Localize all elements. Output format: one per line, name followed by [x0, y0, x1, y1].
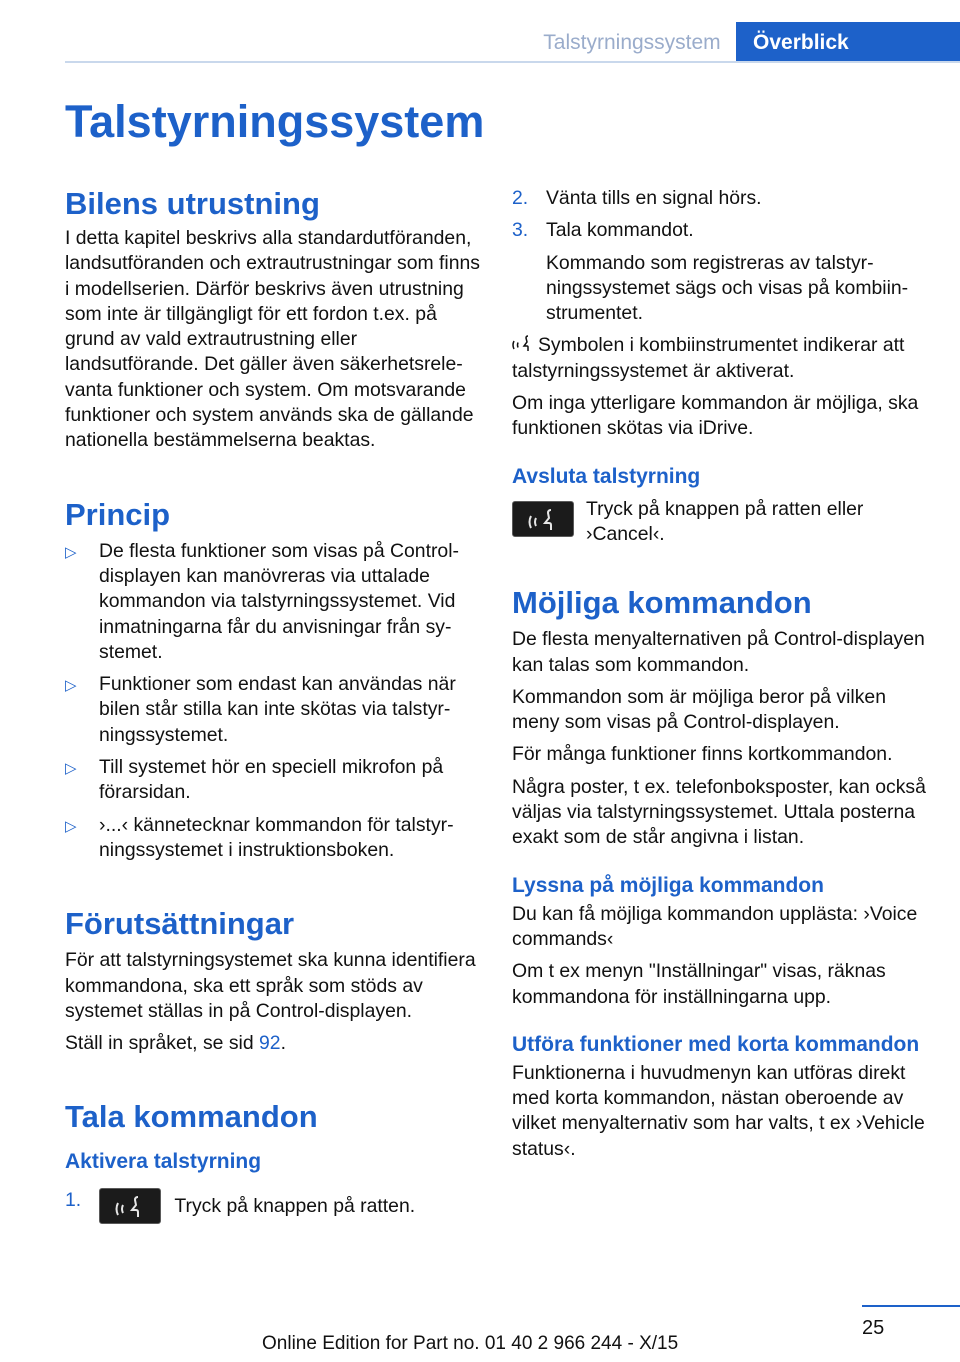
list-item: ▷ Funktioner som endast kan användas när bilen står stilla kan inte skötas via talstyrningssystemet.	[65, 673, 456, 746]
short-commands-heading: Utföra funktioner med korta kommandon	[512, 1032, 920, 1056]
voice-button-image	[99, 1188, 161, 1224]
list-item: ▷ ›...‹ kännetecknar kommandon för talstyrningssystemet i instruktionsboken.	[65, 813, 454, 861]
step-number: 2.	[512, 187, 529, 209]
page-number: 25	[862, 1317, 885, 1339]
equipment-heading: Bilens utrustning	[65, 186, 320, 221]
step-number: 3.	[512, 219, 529, 242]
right-column	[512, 186, 932, 1169]
activate-heading: Aktivera talstyrning	[65, 1150, 262, 1174]
header-section-title: Talstyrningssystem	[543, 31, 721, 54]
triangle-bullet-icon: ▷	[65, 543, 77, 561]
list-item: ▷ Till systemet hör en speciell mikrofon på förarsidan.	[65, 756, 444, 804]
possible-text-2: Kommandon som är möjliga beror på vilken meny som visas på Control-displayen.	[512, 685, 886, 734]
page-link[interactable]: 92	[259, 1032, 281, 1055]
short-commands-text: Funktionerna i huvudmenyn kan utföras direkt med korta kommandon, nästan oberoende av vilket menyalternativ som har valts, t ex ›Vehicle status‹.	[512, 1061, 925, 1160]
list-item: 2. Vänta tills en signal hörs.	[512, 186, 932, 211]
end-voice-text: Tryck på knappen på ratten eller ›Cancel‹.	[586, 497, 864, 545]
principle-list	[65, 539, 481, 864]
possible-text-1: De flesta menyalternativen på Control-displayen kan talas som kommandon.	[512, 628, 925, 676]
triangle-bullet-icon: ▷	[65, 817, 77, 835]
voice-symbol-icon	[512, 335, 534, 353]
header-divider	[65, 61, 960, 63]
triangle-bullet-icon: ▷	[65, 760, 77, 778]
header-tab-overview: Överblick	[736, 22, 960, 62]
end-voice-heading: Avsluta talstyrning	[512, 464, 701, 488]
page-title: Talstyrningssystem	[65, 96, 485, 147]
possible-text-3: För många funktioner finns kortkommandon.	[512, 743, 893, 766]
listen-text-2: Om t ex menyn "Inställningar" visas, räknas kommandona för inställningarna upp.	[512, 960, 886, 1008]
speak-commands-heading: Tala kommandon	[65, 1099, 318, 1135]
equipment-text: I detta kapitel beskrivs alla standardutföranden, landsutföranden och extrautrustningar som finns i modellserien. Därför beskrivs även utrustning som inte är tillgängligt för ett fordon t.ex. på grund av vald extrautrustning eller landsutförande. Det gäller även säkerhetsrelevanta funktioner och system. Om motsvarande funktioner och system används ska de gällande nationella bestämmelserna beaktas.	[65, 227, 480, 452]
prerequisites-text: För att talstyrningsystemet ska kunna identifiera kommandona, ska ett språk som stöds av systemet ställas in på Control-displayen.	[65, 949, 476, 1022]
list-item: 1. Tryck på knappen på ratten.	[65, 1188, 481, 1224]
list-item: ▷ De flesta funktioner som visas på Control-displayen kan manövreras via uttalade kommandon via talstyrningssystemet. Vid inmatningarna får du anvisningar från systemet.	[65, 539, 459, 663]
voice-button-image	[512, 501, 574, 537]
principle-heading: Princip	[65, 496, 171, 532]
activate-steps-continued	[512, 186, 932, 326]
voice-control-icon	[527, 507, 561, 533]
list-item: 3. Tala kommandot.	[512, 218, 932, 243]
listen-text-1: Du kan få möjliga kommandon upplästa: ›Voice commands‹	[512, 902, 918, 950]
triangle-bullet-icon: ▷	[65, 677, 77, 695]
voice-control-icon	[114, 1194, 148, 1220]
step-number: 1.	[65, 1189, 82, 1212]
prerequisites-heading: Förutsättningar	[65, 906, 295, 942]
end-voice-row	[512, 497, 932, 548]
left-column	[65, 186, 481, 1231]
no-more-commands-text: Om inga ytterligare kommandon är möjliga, ska funktionen skötas via iDrive.	[512, 392, 919, 440]
language-text: Ställ in språket, se sid 92.	[65, 1032, 286, 1055]
activate-steps	[65, 1188, 481, 1224]
possible-commands-heading: Möjliga kommandon	[512, 585, 812, 621]
possible-text-4: Några poster, t ex. telefonboksposter, kan också väljas via talstyrningssystemet. Uttala posterna exakt som de står angivna i listan.	[512, 775, 926, 849]
listen-heading: Lyssna på möjliga kommandon	[512, 873, 824, 897]
footer-divider	[862, 1305, 960, 1307]
footer-edition: Online Edition for Part no. 01 40 2 966 244 - X/15	[262, 1333, 679, 1354]
symbol-text: Symbolen i kombiinstrumentet indikerar att talstyrningssystemet är aktiverat.	[512, 334, 905, 382]
list-item-detail: Kommando som registreras av talstyrningssystemet sägs och visas på kombiinstrumentet.	[546, 251, 909, 325]
